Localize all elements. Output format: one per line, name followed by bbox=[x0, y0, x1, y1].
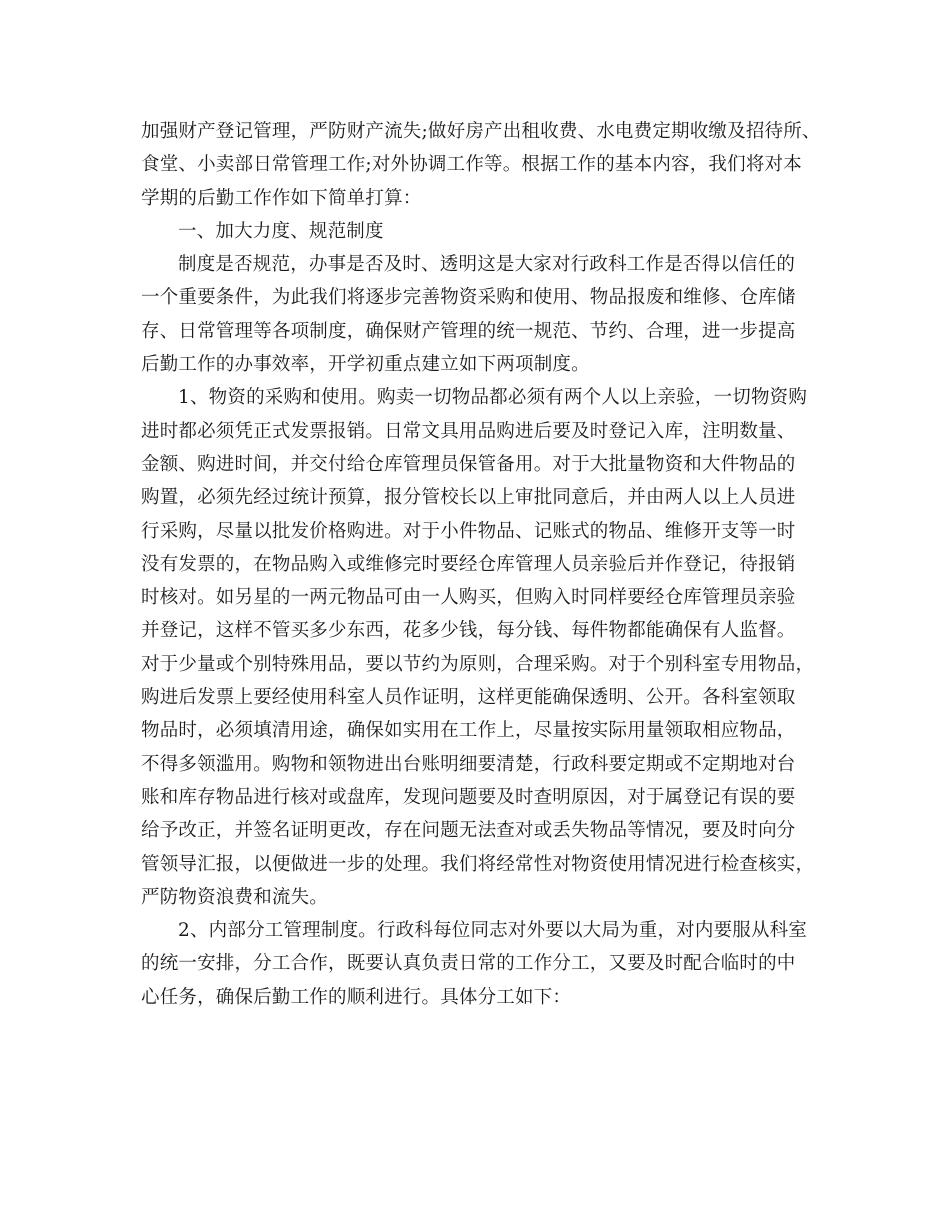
paragraph-division-of-labor bbox=[141, 914, 813, 1014]
text-line: 行采购，尽量以批发价格购进。对于小件物品、记账式的物品、维修开支等一时 bbox=[141, 520, 796, 542]
text-line: 购置，必须先经过统计预算，报分管校长以上审批同意后，并由两人以上人员进 bbox=[141, 487, 796, 509]
text-line: 后勤工作的办事效率，开学初重点建立如下两项制度。 bbox=[141, 354, 590, 376]
text-line: 金额、购进时间，并交付给仓库管理员保管备用。对于大批量物资和大件物品的 bbox=[141, 453, 796, 475]
text-line: 没有发票的，在物品购入或维修完时要经仓库管理人员亲验后并作登记，待报销 bbox=[141, 553, 796, 575]
document-body bbox=[141, 115, 821, 1014]
text-line: 加强财产登记管理，严防财产流失;做好房产出租收费、水电费定期收缴及招待所、 bbox=[141, 121, 821, 142]
text-line: 学期的后勤工作作如下简单打算： bbox=[141, 187, 422, 209]
text-line: 制度是否规范，办事是否及时、透明这是大家对行政科工作是否得以信任的 bbox=[178, 254, 796, 276]
paragraph-procurement bbox=[141, 381, 813, 914]
text-line: 不得多领滥用。购物和领物进出台账明细要清楚，行政科要定期或不定期地对台 bbox=[141, 753, 796, 775]
text-line: 购进后发票上要经使用科室人员作证明，这样更能确保透明、公开。各科室领取 bbox=[141, 687, 796, 709]
paragraph-intro bbox=[141, 115, 821, 215]
text-line: 一个重要条件，为此我们将逐步完善物资采购和使用、物品报废和维修、仓库储 bbox=[141, 287, 796, 309]
text-line: 2、内部分工管理制度。行政科每位同志对外要以大局为重，对内要服从科室 bbox=[178, 920, 808, 942]
text-line: 时核对。如另星的一两元物品可由一人购买，但购入时同样要经仓库管理员亲验 bbox=[141, 587, 796, 609]
text-line: 物品时，必须填清用途，确保如实用在工作上，尽量按实际用量领取相应物品， bbox=[141, 720, 796, 742]
text-line: 并登记，这样不管买多少东西，花多少钱，每分钱、每件物都能确保有人监督。 bbox=[141, 620, 796, 642]
text-line: 给予改正，并签名证明更改，存在问题无法查对或丢失物品等情况，要及时向分 bbox=[141, 820, 796, 842]
text-line: 1、物资的采购和使用。购卖一切物品都必须有两个人以上亲验，一切物资购 bbox=[178, 387, 808, 409]
section-heading bbox=[141, 215, 813, 248]
text-line: 心任务，确保后勤工作的顺利进行。具体分工如下： bbox=[141, 986, 572, 1008]
heading-line: 一、加大力度、规范制度 bbox=[178, 220, 384, 242]
text-line: 严防物资浪费和流失。 bbox=[141, 886, 329, 908]
paragraph-system-overview bbox=[141, 248, 813, 381]
text-line: 食堂、小卖部日常管理工作;对外协调工作等。根据工作的基本内容，我们将对本 bbox=[141, 154, 802, 176]
text-line: 管领导汇报，以便做进一步的处理。我们将经常性对物资使用情况进行检查核实， bbox=[141, 853, 815, 875]
text-line: 存、日常管理等各项制度，确保财产管理的统一规范、节约、合理，进一步提高 bbox=[141, 320, 796, 342]
text-line: 对于少量或个别特殊用品，要以节约为原则，合理采购。对于个别科室专用物品， bbox=[141, 653, 815, 675]
text-line: 进时都必须凭正式发票报销。日常文具用品购进后要及时登记入库，注明数量、 bbox=[141, 420, 796, 442]
text-line: 的统一安排，分工合作，既要认真负责日常的工作分工，又要及时配合临时的中 bbox=[141, 953, 796, 975]
text-line: 账和库存物品进行核对或盘库，发现问题要及时查明原因，对于属登记有误的要 bbox=[141, 786, 796, 808]
